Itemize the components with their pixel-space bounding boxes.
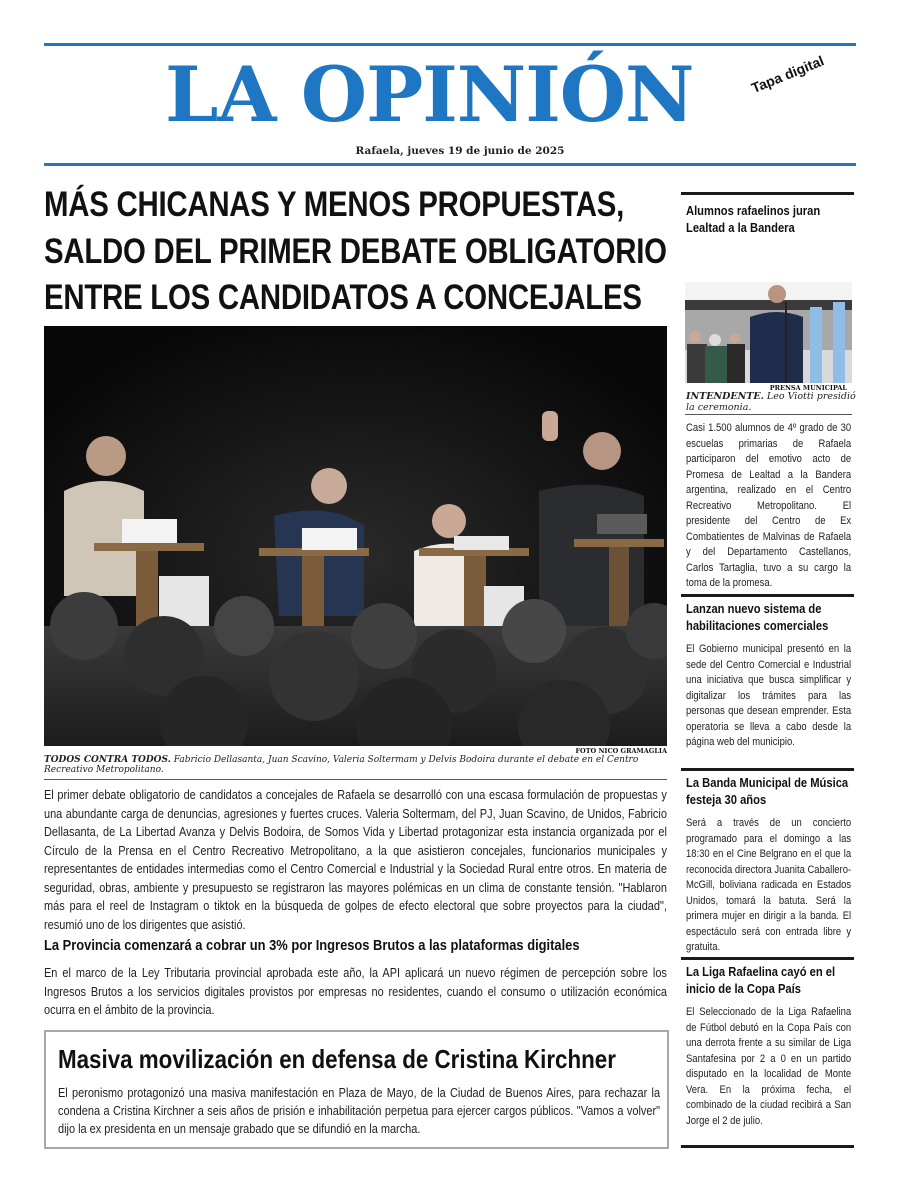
sidebar-story-title[interactable]: La Liga Rafaelina cayó en el inicio de la Copa País xyxy=(686,964,836,996)
lead-photo xyxy=(44,326,667,746)
sidebar-caption-rule xyxy=(685,414,852,415)
caption-lead: TODOS CONTRA TODOS. xyxy=(44,755,171,765)
ceremony-photo-illustration xyxy=(685,282,852,383)
sidebar-bottom-rule xyxy=(681,1145,854,1148)
debate-photo-illustration xyxy=(44,326,667,746)
lead-photo-caption xyxy=(44,755,684,775)
secondary-headline[interactable]: La Provincia comenzará a cobrar un 3% por Ingresos Brutos a las plataformas digitales xyxy=(44,937,580,954)
headline-line: MÁS CHICANAS Y MENOS PROPUESTAS, xyxy=(44,185,625,224)
boxed-body: El peronismo protagonizó una masiva manifestación en Plaza de Mayo, de la Ciudad de Buenos Aires, para rechazar la condena a Cristina Kirchner a seis años de prisión e inhabilitación perpetua para ejercer cargos públicos. "Vamos a volver" dijo la ex presidenta en un mensaje grabado que se difundió en la marcha. xyxy=(58,1086,661,1136)
sidebar-rule xyxy=(681,192,854,195)
sidebar-story-body: Casi 1.500 alumnos de 4º grado de 30 escuelas primarias de Rafaela participaron del emotivo acto de Promesa de Lealtad a la Bandera argentina, realizado en el Centro Recreativo Metropolitano. El presidente del Centro de Ex Combatientes de Malvinas de Rafaela y del Departamento Castellanos, Carlos Tartaglia, tuvo a su cargo la toma de la promesa. xyxy=(686,422,852,589)
sidebar-story-title[interactable]: Alumnos rafaelinos juran Lealtad a la Bandera xyxy=(686,203,821,235)
caption-text: Fabricio Dellasanta, Juan Scavino, Valeria Soltermam y Delvis Bodoira durante el debate en el Centro Recreativo Metropolitano. xyxy=(44,755,639,775)
headline-line: SALDO DEL PRIMER DEBATE OBLIGATORIO xyxy=(44,231,667,271)
lead-photo-credit: FOTO NICO GRAMAGLIA xyxy=(575,747,667,755)
sidebar-story-body: El Gobierno municipal presentó en la sede del Centro Comercial e Industrial una iniciativa que busca simplificar y digitalizar los trámites para las personas que desean emprender. Esta operatoria se lleva a cabo desde la página web del municipio. xyxy=(686,643,852,748)
newspaper-logo: LA OPINIÓN xyxy=(165,50,694,139)
secondary-body: En el marco de la Ley Tributaria provincial aprobada este año, la API aplicará un nuevo régimen de percepción sobre los Ingresos Brutos a los servicios digitales provistos por empresas no residentes, cuando el consumo o utilización económica ocurra en el ámbito de la provincia. xyxy=(44,966,667,1017)
dateline: Rafaela, jueves 19 de junio de 2025 xyxy=(355,145,565,157)
sidebar-caption-text: Leo Viotti presidió la ceremonia. xyxy=(686,391,856,413)
boxed-headline: Masiva movilización en defensa de Cristina Kirchner xyxy=(58,1044,616,1074)
sidebar-photo xyxy=(685,282,852,383)
sidebar-story-body: El Seleccionado de la Liga Rafaelina de Fútbol debutó en la Copa País con una derrota frente a su similar de Liga Santafesina por 2 a 0 en un partido disputado en la localidad de Monte Vera. En la próxima fecha, el combinado de la ciudad recibirá a San Jorge el 2 de julio. xyxy=(686,1006,852,1127)
lead-headline[interactable] xyxy=(44,182,670,322)
masthead-bottom-rule xyxy=(44,163,856,166)
sidebar-rule xyxy=(681,957,854,960)
edition-tag: Tapa digital xyxy=(749,52,827,96)
sidebar-story-title[interactable]: La Banda Municipal de Música festeja 30 años xyxy=(686,775,849,807)
sidebar-story-body: Será a través de un concierto programado para el domingo a las 18:30 en el Cine Belgrano en el que la reconocida directora Juanita Caballero-McGill, boliviana radicada en Estados Unidos, tomará la batuta. Será la primera mujer en dirigir a la banda. El espectáculo será con entrada libre y gratuita. xyxy=(686,817,852,953)
sidebar-rule xyxy=(681,768,854,771)
sidebar-photo-credit: PRENSA MUNICIPAL xyxy=(769,384,847,392)
caption-rule xyxy=(44,779,667,780)
sidebar-story-title[interactable]: Lanzan nuevo sistema de habilitaciones comerciales xyxy=(686,601,829,633)
masthead-top-rule xyxy=(44,43,856,46)
sidebar-caption-lead: INTENDENTE. xyxy=(686,391,764,402)
boxed-story[interactable] xyxy=(44,1030,669,1149)
sidebar-photo-caption xyxy=(686,392,856,413)
headline-line: ENTRE LOS CANDIDATOS A CONCEJALES xyxy=(44,278,642,317)
lead-body: El primer debate obligatorio de candidatos a concejales de Rafaela se desarrolló con una escasa formulación de propuestas y una abundante carga de denuncias, agresiones y fuertes cruces. Valeria Soltermam, del PJ, Juan Scavino, de Unidos, Fabricio Dellasanta, de La Libertad Avanza y Delvis Bodoira, de Somos Vida y Libertad protagonizar esta instancia organizada por el Círculo de la Prensa en el Centro Recreativo Metropolitano, a la que asistieron concejales, funcionarios municipales y representantes de entidades intermedias como el Centro Comercial e Industrial y la Sociedad Rural entre otros. En materia de seguridad, obras, ambiente y presupuesto se registraron las mayores polémicas en un clima de constante tensión. "Hablaron más para el reel de Instagram o tiktok en la búsqueda de golpes de efecto electoral que sobre proyectos para la ciudad", resumió uno de los dirigentes que asistió. xyxy=(44,788,667,932)
sidebar-rule xyxy=(681,594,854,597)
